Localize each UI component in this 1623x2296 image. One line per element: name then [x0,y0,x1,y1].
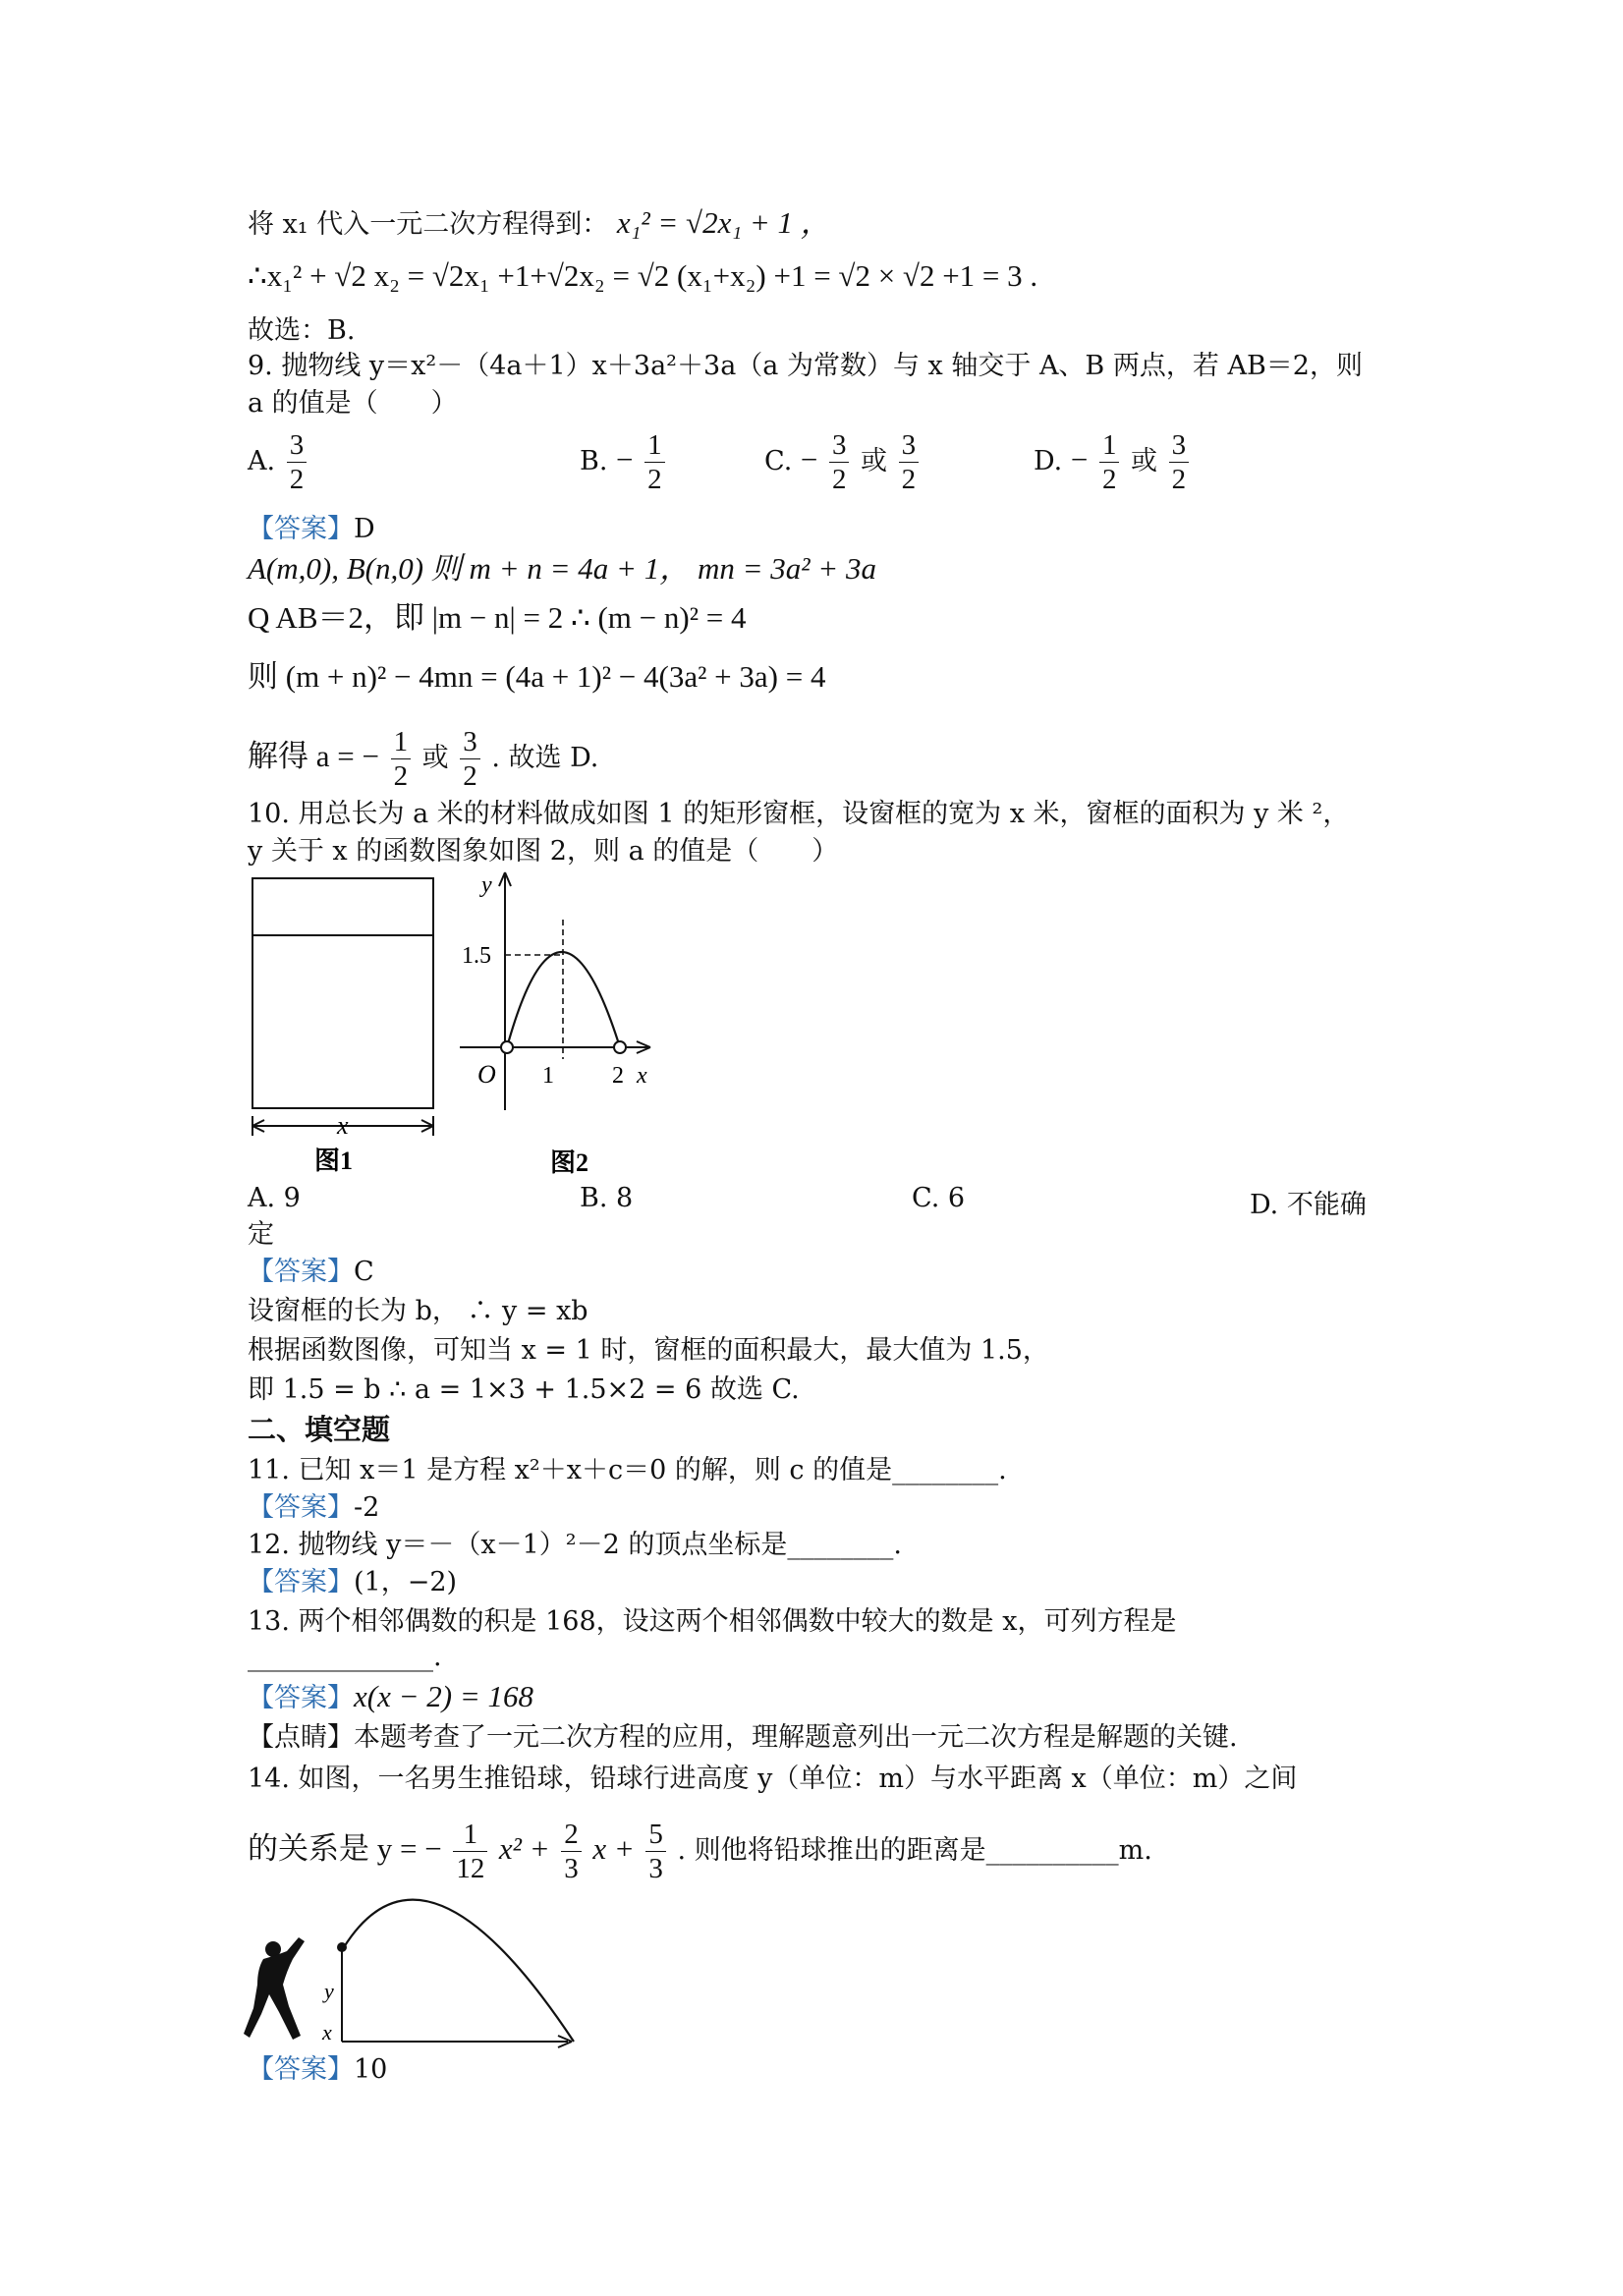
frac-den: 2 [463,760,477,792]
answer-value: 10 [354,2054,388,2085]
comment-text: 本题考查了一元二次方程的应用，理解题意列出一元二次方程是解题的关键. [354,1722,1238,1753]
answer-tag: 【答案】 [248,1257,354,1287]
q10-figure2 [452,865,678,1185]
q10-figure1 [244,868,450,1183]
q10-option-d-wrap: 定 [248,1219,274,1250]
q9-option-d-fraction [1099,428,1120,496]
section-heading: 二、填空题 [248,1413,391,1446]
q10-stem-line1: 10. 用总长为 a 米的材料做成如图 1 的矩形窗框，设窗框的宽为 x 米，窗框的面积为 y 米 ²， [248,799,1350,829]
frac-num: 3 [829,428,850,463]
answer-value: (1，−2) [354,1567,458,1597]
q9-option-a-fraction [287,428,308,496]
fig2-y-label: y [481,872,492,898]
frac-num: 3 [287,428,308,463]
q14-mid2: x + [592,1831,635,1866]
answer-tag: 【答案】 [248,1567,354,1597]
frac-den: 12 [456,1853,485,1884]
frac-den: 2 [1171,464,1187,495]
q9-solution-line2: Q AB＝2，即 |m − n| = 2 ∴ (m − n)² = 4 [248,600,747,635]
answer-value: -2 [354,1492,380,1523]
frac-den: 2 [1101,464,1117,495]
q9-option-b-sign: − [616,442,634,476]
q9-solution-line3: 则 (m + n)² − 4mn = (4a + 1)² − 4(3a² + 3a) = 4 [248,659,826,694]
frac-num: 5 [645,1818,666,1852]
fig1-x-label: x [337,1111,349,1140]
q9-option-c [764,428,922,496]
frac-num: 1 [644,428,665,463]
frac-num: 1 [1099,428,1120,463]
window-frame [252,878,433,1108]
fig2-origin-label: O [477,1060,496,1089]
q9-option-b-fraction [644,428,665,496]
q9-option-d [1034,428,1192,496]
q14-pre: 的关系是 y = − [248,1831,442,1866]
frac-den: 3 [564,1853,579,1884]
q10-solution-line1: 设窗框的长为 b， ∴ y = xb [248,1296,588,1326]
sol4-fraction1 [391,725,412,793]
q14-shotput-figure [244,1876,578,2053]
fig2-caption: 图2 [550,1148,589,1177]
q9-option-b [580,428,668,496]
q10-option-d: D. 不能确 [1250,1190,1367,1220]
q10-solution-line2: 根据函数图像，可知当 x = 1 时，窗框的面积最大，最大值为 1.5， [248,1335,1049,1366]
answer-value: D [354,514,375,544]
q14-answer [248,2053,387,2087]
q13-stem-line1: 13. 两个相邻偶数的积是 168，设这两个相邻偶数中较大的数是 x，可列方程是 [248,1606,1177,1637]
fig1-caption: 图1 [314,1147,354,1175]
q9-option-d-fraction2 [1169,428,1190,496]
frac-den: 2 [289,464,305,495]
q9-option-d-or: 或 [1131,446,1158,476]
q11-answer [248,1491,379,1525]
q14-stem-line1: 14. 如图，一名男生推铅球，铅球行进高度 y（单位：m）与水平距离 x（单位：m）之间 [248,1764,1298,1794]
q14-fraction1 [453,1818,487,1885]
q13-answer [248,1680,533,1715]
q9-option-c-fraction [829,428,850,496]
q10-solution-line3: 即 1.5 = b ∴ a = 1×3 + 1.5×2 = 6 故选 C. [248,1374,800,1405]
answer-tag: 【答案】 [248,2054,354,2085]
open-point-origin [501,1041,513,1053]
sol4-post: . 故选 D. [491,743,599,773]
frac-den: 2 [831,464,847,495]
fig-x-label: x [322,2020,332,2044]
fig2-x-tick-1: 1 [542,1063,554,1089]
answer-tag: 【答案】 [248,1492,354,1523]
answer-tag: 【答案】 [248,514,354,544]
answer-value: C [354,1257,374,1287]
frac-den: 2 [901,464,917,495]
q14-fraction3 [645,1818,666,1885]
comment-tag: 【点睛】 [248,1722,354,1753]
answer-tag: 【答案】 [248,1683,354,1713]
q9-option-d-sign: − [1070,442,1089,476]
answer-value: x(x − 2) = 168 [354,1679,534,1713]
q9-option-c-label: C. [764,446,793,476]
q9-solution-line4 [248,725,598,793]
q9-option-a-label: A. [248,446,276,476]
q9-solution-line1: A(m,0), B(n,0) 则 m + n = 4a + 1， mn = 3a² + 3a [248,551,876,586]
frac-den: 2 [393,760,409,792]
open-point-two [614,1041,626,1053]
q14-stem-line2 [248,1818,1152,1885]
fig-y-label: y [324,1979,334,2003]
q9-option-b-label: B. [580,446,608,476]
fig2-x-tick-2: 2 [612,1063,624,1089]
frac-num: 3 [460,725,480,759]
q14-mid1: x² + [498,1831,550,1866]
q12-answer [248,1566,457,1599]
q9-stem-line1: 9. 抛物线 y＝x²－（4a＋1）x＋3a²＋3a（a 为常数）与 x 轴交于 A、B 两点，若 AB＝2，则 [248,351,1363,381]
q10-option-a: A. 9 [248,1183,301,1213]
q10-answer [248,1256,374,1289]
q9-option-c-fraction2 [899,428,920,496]
fig2-y-tick: 1.5 [462,943,491,969]
q8-line1 [248,206,831,242]
q9-answer [248,513,375,546]
q8-line1-text: 将 x₁ 代入一元二次方程得到： [248,209,609,240]
q8-choice: 故选：B. [248,315,356,346]
sol4-or: 或 [421,743,449,773]
sol4-pre: 解得 a = − [248,739,379,773]
shotput-ball [337,1942,347,1952]
q14-fraction2 [561,1818,582,1885]
q9-option-a [248,428,309,496]
q11-stem: 11. 已知 x＝1 是方程 x²＋x＋c＝0 的解，则 c 的值是________. [248,1455,1007,1485]
frac-num: 1 [391,725,412,759]
frac-num: 3 [1169,428,1190,463]
q10-option-b: B. 8 [580,1183,634,1213]
frac-den: 3 [648,1853,663,1884]
athlete-silhouette [244,1937,305,2040]
q10-stem-line2: y 关于 x 的函数图象如图 2，则 a 的值是（ ） [248,836,839,867]
sol4-fraction2 [460,725,480,793]
frac-num: 2 [561,1818,582,1852]
q8-line1-equation: x₁² = √2x₁ + 1 ， [616,205,831,240]
q14-post: . 则他将铅球推出的距离是__________m. [677,1835,1152,1866]
q13-stem-line2: ______________. [248,1642,442,1672]
q10-option-c: C. 6 [912,1183,966,1213]
q9-option-c-or: 或 [861,446,888,476]
q13-comment [248,1721,1238,1755]
fig2-x-label: x [637,1063,647,1089]
q9-stem-line2: a 的值是（ ） [248,388,458,419]
shotput-trajectory [344,1900,574,2042]
frac-den: 2 [647,464,662,495]
q8-line2: ∴x₁² + √2 x₂ = √2x₁ +1+√2x₂ = √2 (x₁+x₂) +1 = √2 × √2 +1 = 3 . [248,258,1038,293]
frac-num: 1 [453,1818,487,1852]
q9-option-d-label: D. [1034,446,1063,476]
q9-option-c-sign: − [800,442,818,476]
frac-num: 3 [899,428,920,463]
q12-stem: 12. 抛物线 y＝－（x－1）²－2 的顶点坐标是________. [248,1530,902,1560]
